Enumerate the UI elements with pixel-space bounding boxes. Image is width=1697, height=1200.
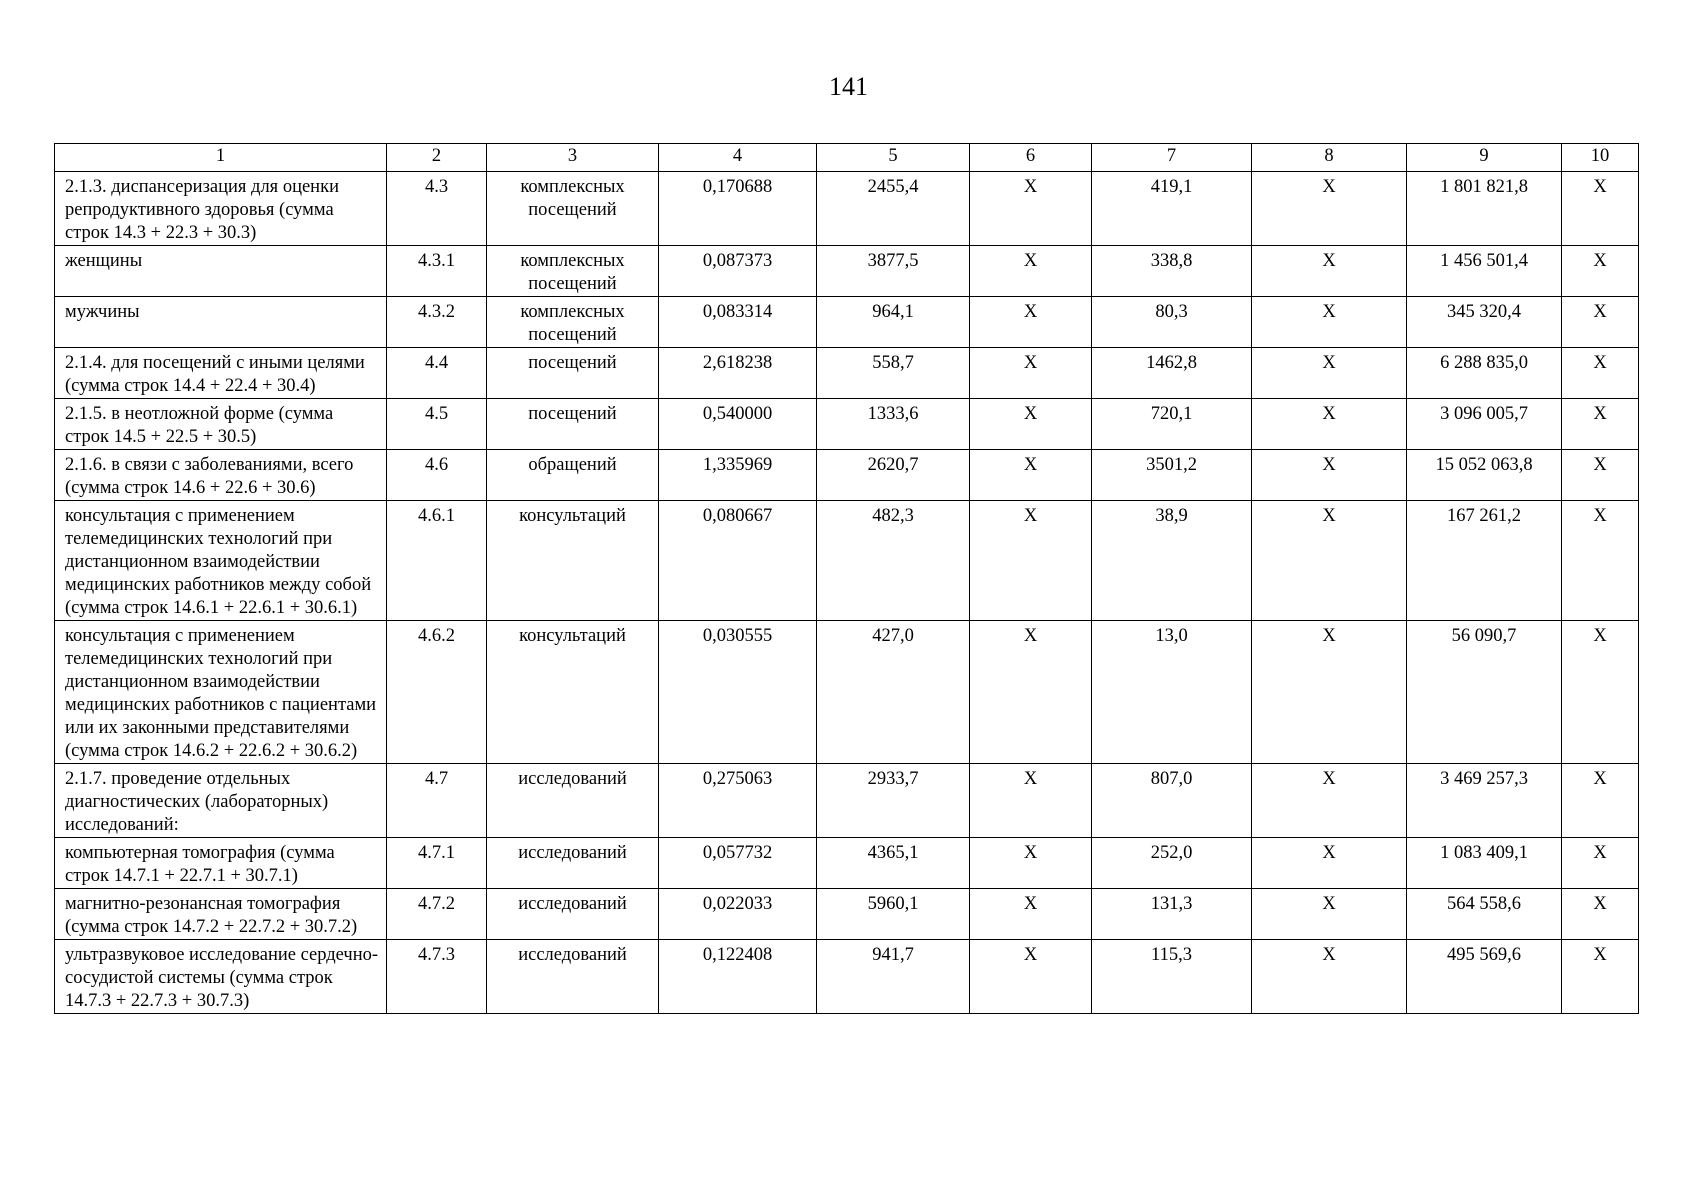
table-cell-col-9: 564 558,6 <box>1407 889 1562 940</box>
table-cell-col-6: Х <box>970 348 1092 399</box>
table-cell-col-2: 4.6 <box>387 450 487 501</box>
row-name-cell: 2.1.3. диспансеризация для оценки репродуктивного здоровья (сумма строк 14.3 + 22.3 + 30.3) <box>55 172 387 246</box>
table-row <box>55 297 1639 348</box>
table-cell-col-10: Х <box>1562 348 1639 399</box>
table-cell-col-2: 4.5 <box>387 399 487 450</box>
row-name-cell: 2.1.7. проведение отдельных диагностических (лабораторных) исследований: <box>55 764 387 838</box>
row-name-cell: компьютерная томография (сумма строк 14.7.1 + 22.7.1 + 30.7.1) <box>55 838 387 889</box>
table-cell-col-7: 38,9 <box>1092 501 1252 621</box>
table-cell-col-6: Х <box>970 297 1092 348</box>
table-cell-col-6: Х <box>970 172 1092 246</box>
table-row <box>55 246 1639 297</box>
table-cell-col-5: 482,3 <box>817 501 970 621</box>
table-cell-col-4: 0,087373 <box>659 246 817 297</box>
table-cell-col-7: 131,3 <box>1092 889 1252 940</box>
table-cell-col-4: 0,030555 <box>659 621 817 764</box>
table-row <box>55 940 1639 1014</box>
table-cell-col-9: 3 096 005,7 <box>1407 399 1562 450</box>
table-cell-col-10: Х <box>1562 889 1639 940</box>
table-cell-col-8: Х <box>1252 621 1407 764</box>
table-cell-col-8: Х <box>1252 172 1407 246</box>
table-cell-col-8: Х <box>1252 764 1407 838</box>
table-cell-col-7: 338,8 <box>1092 246 1252 297</box>
page-number: 141 <box>829 72 868 101</box>
table-cell-col-8: Х <box>1252 297 1407 348</box>
table-cell-col-6: Х <box>970 399 1092 450</box>
table-cell-col-5: 2620,7 <box>817 450 970 501</box>
table-cell-col-7: 13,0 <box>1092 621 1252 764</box>
table-cell-col-5: 5960,1 <box>817 889 970 940</box>
table-cell-col-4: 0,083314 <box>659 297 817 348</box>
table-body <box>55 172 1639 1014</box>
table-header-row <box>55 144 1639 172</box>
table-cell-col-8: Х <box>1252 450 1407 501</box>
table-cell-col-5: 427,0 <box>817 621 970 764</box>
table-cell-col-2: 4.7 <box>387 764 487 838</box>
table-cell-col-10: Х <box>1562 838 1639 889</box>
table-cell-col-5: 4365,1 <box>817 838 970 889</box>
table-cell-col-4: 0,540000 <box>659 399 817 450</box>
table-cell-col-10: Х <box>1562 399 1639 450</box>
table-cell-col-5: 3877,5 <box>817 246 970 297</box>
table-cell-col-4: 0,080667 <box>659 501 817 621</box>
table-cell-col-2: 4.4 <box>387 348 487 399</box>
table-cell-col-9: 1 456 501,4 <box>1407 246 1562 297</box>
table-cell-col-2: 4.3.2 <box>387 297 487 348</box>
table-row <box>55 399 1639 450</box>
table-cell-col-9: 3 469 257,3 <box>1407 764 1562 838</box>
table-row <box>55 450 1639 501</box>
table-cell-col-2: 4.6.1 <box>387 501 487 621</box>
table-cell-col-9: 15 052 063,8 <box>1407 450 1562 501</box>
table-cell-col-9: 495 569,6 <box>1407 940 1562 1014</box>
table-cell-col-3: исследований <box>487 764 659 838</box>
table-cell-col-3: посещений <box>487 348 659 399</box>
table-cell-col-5: 558,7 <box>817 348 970 399</box>
table-cell-col-3: исследований <box>487 838 659 889</box>
table-cell-col-8: Х <box>1252 889 1407 940</box>
table-cell-col-8: Х <box>1252 838 1407 889</box>
table-cell-col-6: Х <box>970 889 1092 940</box>
table-cell-col-7: 807,0 <box>1092 764 1252 838</box>
row-name-cell: магнитно-резонансная томография (сумма строк 14.7.2 + 22.7.2 + 30.7.2) <box>55 889 387 940</box>
table-cell-col-8: Х <box>1252 246 1407 297</box>
table-cell-col-8: Х <box>1252 940 1407 1014</box>
table-cell-col-10: Х <box>1562 940 1639 1014</box>
row-name-cell: 2.1.5. в неотложной форме (сумма строк 14.5 + 22.5 + 30.5) <box>55 399 387 450</box>
table-cell-col-2: 4.7.2 <box>387 889 487 940</box>
table-row <box>55 348 1639 399</box>
table-cell-col-2: 4.3.1 <box>387 246 487 297</box>
table-cell-col-10: Х <box>1562 621 1639 764</box>
table-cell-col-3: посещений <box>487 399 659 450</box>
row-name-cell: женщины <box>55 246 387 297</box>
column-header-3: 3 <box>487 144 659 172</box>
data-table <box>54 143 1639 1014</box>
table-cell-col-8: Х <box>1252 399 1407 450</box>
table-cell-col-7: 3501,2 <box>1092 450 1252 501</box>
table-cell-col-3: консультаций <box>487 621 659 764</box>
table-cell-col-6: Х <box>970 940 1092 1014</box>
column-header-4: 4 <box>659 144 817 172</box>
column-header-10: 10 <box>1562 144 1639 172</box>
table-cell-col-9: 56 090,7 <box>1407 621 1562 764</box>
row-name-cell: 2.1.4. для посещений с иными целями (сумма строк 14.4 + 22.4 + 30.4) <box>55 348 387 399</box>
table-cell-col-7: 720,1 <box>1092 399 1252 450</box>
column-header-8: 8 <box>1252 144 1407 172</box>
row-name-cell: консультация с применением телемедицинских технологий при дистанционном взаимодействии медицинских работников между собой (сумма строк 14.6.1 + 22.6.1 + 30.6.1) <box>55 501 387 621</box>
table-cell-col-9: 1 801 821,8 <box>1407 172 1562 246</box>
table-cell-col-6: Х <box>970 838 1092 889</box>
table-cell-col-3: исследований <box>487 940 659 1014</box>
table-cell-col-2: 4.3 <box>387 172 487 246</box>
column-header-2: 2 <box>387 144 487 172</box>
table-cell-col-5: 1333,6 <box>817 399 970 450</box>
table-cell-col-7: 80,3 <box>1092 297 1252 348</box>
table-cell-col-3: комплексных посещений <box>487 297 659 348</box>
table-row <box>55 501 1639 621</box>
table-cell-col-6: Х <box>970 764 1092 838</box>
column-header-6: 6 <box>970 144 1092 172</box>
table-cell-col-9: 345 320,4 <box>1407 297 1562 348</box>
table-row <box>55 889 1639 940</box>
table-cell-col-8: Х <box>1252 501 1407 621</box>
table-cell-col-2: 4.7.1 <box>387 838 487 889</box>
row-name-cell: мужчины <box>55 297 387 348</box>
table-cell-col-5: 2933,7 <box>817 764 970 838</box>
table-cell-col-4: 0,057732 <box>659 838 817 889</box>
table-cell-col-10: Х <box>1562 246 1639 297</box>
column-header-5: 5 <box>817 144 970 172</box>
table-cell-col-5: 964,1 <box>817 297 970 348</box>
table-cell-col-4: 2,618238 <box>659 348 817 399</box>
table-cell-col-10: Х <box>1562 764 1639 838</box>
table-cell-col-10: Х <box>1562 501 1639 621</box>
table-cell-col-9: 167 261,2 <box>1407 501 1562 621</box>
table-cell-col-6: Х <box>970 621 1092 764</box>
row-name-cell: ультразвуковое исследование сердечно-сосудистой системы (сумма строк 14.7.3 + 22.7.3 + 30.7.3) <box>55 940 387 1014</box>
table-cell-col-10: Х <box>1562 297 1639 348</box>
table-cell-col-9: 6 288 835,0 <box>1407 348 1562 399</box>
column-header-1: 1 <box>55 144 387 172</box>
table-cell-col-5: 2455,4 <box>817 172 970 246</box>
table-row <box>55 621 1639 764</box>
column-header-7: 7 <box>1092 144 1252 172</box>
table-cell-col-3: комплексных посещений <box>487 246 659 297</box>
table-cell-col-10: Х <box>1562 450 1639 501</box>
table-cell-col-3: комплексных посещений <box>487 172 659 246</box>
table-cell-col-4: 0,022033 <box>659 889 817 940</box>
table-cell-col-6: Х <box>970 501 1092 621</box>
table-cell-col-7: 419,1 <box>1092 172 1252 246</box>
table-cell-col-6: Х <box>970 246 1092 297</box>
row-name-cell: консультация с применением телемедицинских технологий при дистанционном взаимодействии медицинских работников с пациентами или их законными представителями (сумма строк 14.6.2 + 22.6.2 + 30.6.2) <box>55 621 387 764</box>
table-cell-col-4: 0,275063 <box>659 764 817 838</box>
table-cell-col-7: 252,0 <box>1092 838 1252 889</box>
table-cell-col-2: 4.6.2 <box>387 621 487 764</box>
table-row <box>55 764 1639 838</box>
table-cell-col-8: Х <box>1252 348 1407 399</box>
table-cell-col-4: 1,335969 <box>659 450 817 501</box>
table-cell-col-3: обращений <box>487 450 659 501</box>
table-cell-col-7: 115,3 <box>1092 940 1252 1014</box>
table-cell-col-10: Х <box>1562 172 1639 246</box>
table-cell-col-2: 4.7.3 <box>387 940 487 1014</box>
table-cell-col-3: исследований <box>487 889 659 940</box>
table-cell-col-7: 1462,8 <box>1092 348 1252 399</box>
column-header-9: 9 <box>1407 144 1562 172</box>
table-cell-col-9: 1 083 409,1 <box>1407 838 1562 889</box>
row-name-cell: 2.1.6. в связи с заболеваниями, всего (сумма строк 14.6 + 22.6 + 30.6) <box>55 450 387 501</box>
table-cell-col-6: Х <box>970 450 1092 501</box>
table-cell-col-5: 941,7 <box>817 940 970 1014</box>
table-row <box>55 838 1639 889</box>
table-cell-col-4: 0,170688 <box>659 172 817 246</box>
table-cell-col-4: 0,122408 <box>659 940 817 1014</box>
table-cell-col-3: консультаций <box>487 501 659 621</box>
table-row <box>55 172 1639 246</box>
